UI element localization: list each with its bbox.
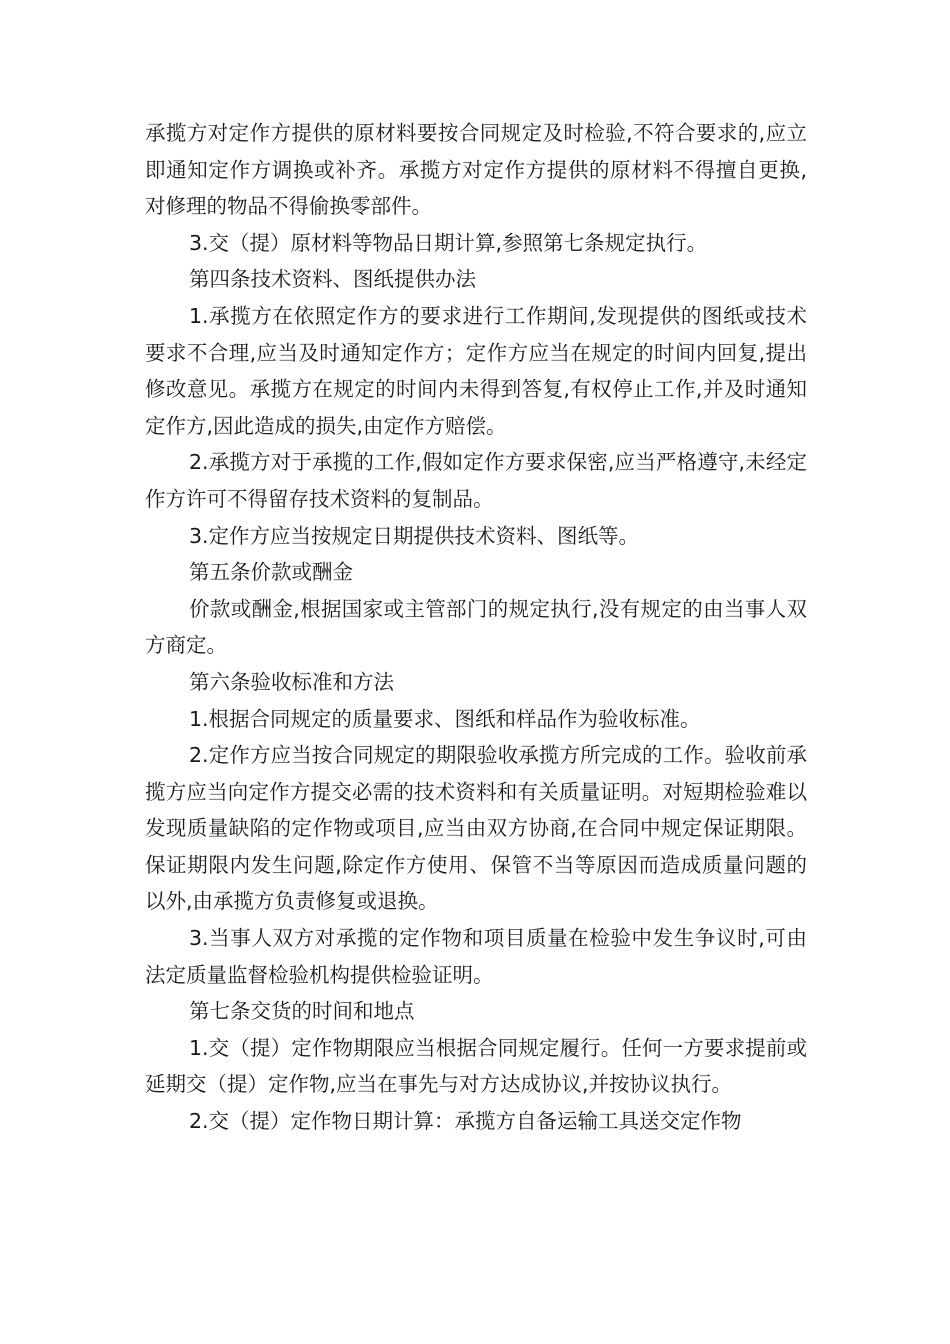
paragraph: 3.定作方应当按规定日期提供技术资料、图纸等。 (189, 523, 640, 548)
paragraph: 2.定作方应当按合同规定的期限验收承揽方所完成的工作。验收前承揽方应当向定作方提交必需的技术资料和有关质量证明。对短期检验难以发现质量缺陷的定作物或项目,应当由双方协商,在合同中规定保证期限。保证期限内发生问题,除定作方使用、保管不当等原因而造成质量问题的以外,由承揽方负责修复或退换。 (145, 743, 807, 914)
paragraph: 1.根据合同规定的质量要求、图纸和样品作为验收标准。 (189, 706, 701, 731)
paragraph: 2.承揽方对于承揽的工作,假如定作方要求保密,应当严格遵守,未经定作方许可不得留存技术资料的复制品。 (145, 450, 807, 511)
paragraph: 1.承揽方在依照定作方的要求进行工作期间,发现提供的图纸或技术要求不合理,应当及时通知定作方；定作方应当在规定的时间内回复,提出修改意见。承揽方在规定的时间内未得到答复,有权停止工作,并及时通知定作方,因此造成的损失,由定作方赔偿。 (145, 303, 807, 438)
paragraph: 3.当事人双方对承揽的定作物和项目质量在检验中发生争议时,可由法定质量监督检验机构提供检验证明。 (145, 926, 807, 987)
section-heading: 第七条交货的时间和地点 (189, 999, 415, 1024)
section-heading: 第六条验收标准和方法 (189, 669, 394, 694)
section-heading: 第五条价款或酬金 (189, 560, 353, 585)
paragraph: 价款或酬金,根据国家或主管部门的规定执行,没有规定的由当事人双方商定。 (145, 596, 807, 658)
section-heading: 第四条技术资料、图纸提供办法 (189, 267, 476, 292)
paragraph: 2.交（提）定作物日期计算：承揽方自备运输工具送交定作物 (189, 1109, 742, 1134)
document-body (145, 115, 807, 1140)
paragraph: 1.交（提）定作物期限应当根据合同规定履行。任何一方要求提前或延期交（提）定作物,应当在事先与对方达成协议,并按协议执行。 (145, 1035, 807, 1097)
paragraph: 承揽方对定作方提供的原材料要按合同规定及时检验,不符合要求的,应立即通知定作方调换或补齐。承揽方对定作方提供的原材料不得擅自更换,对修理的物品不得偷换零部件。 (145, 121, 807, 219)
paragraph: 3.交（提）原材料等物品日期计算,参照第七条规定执行。 (189, 230, 708, 255)
